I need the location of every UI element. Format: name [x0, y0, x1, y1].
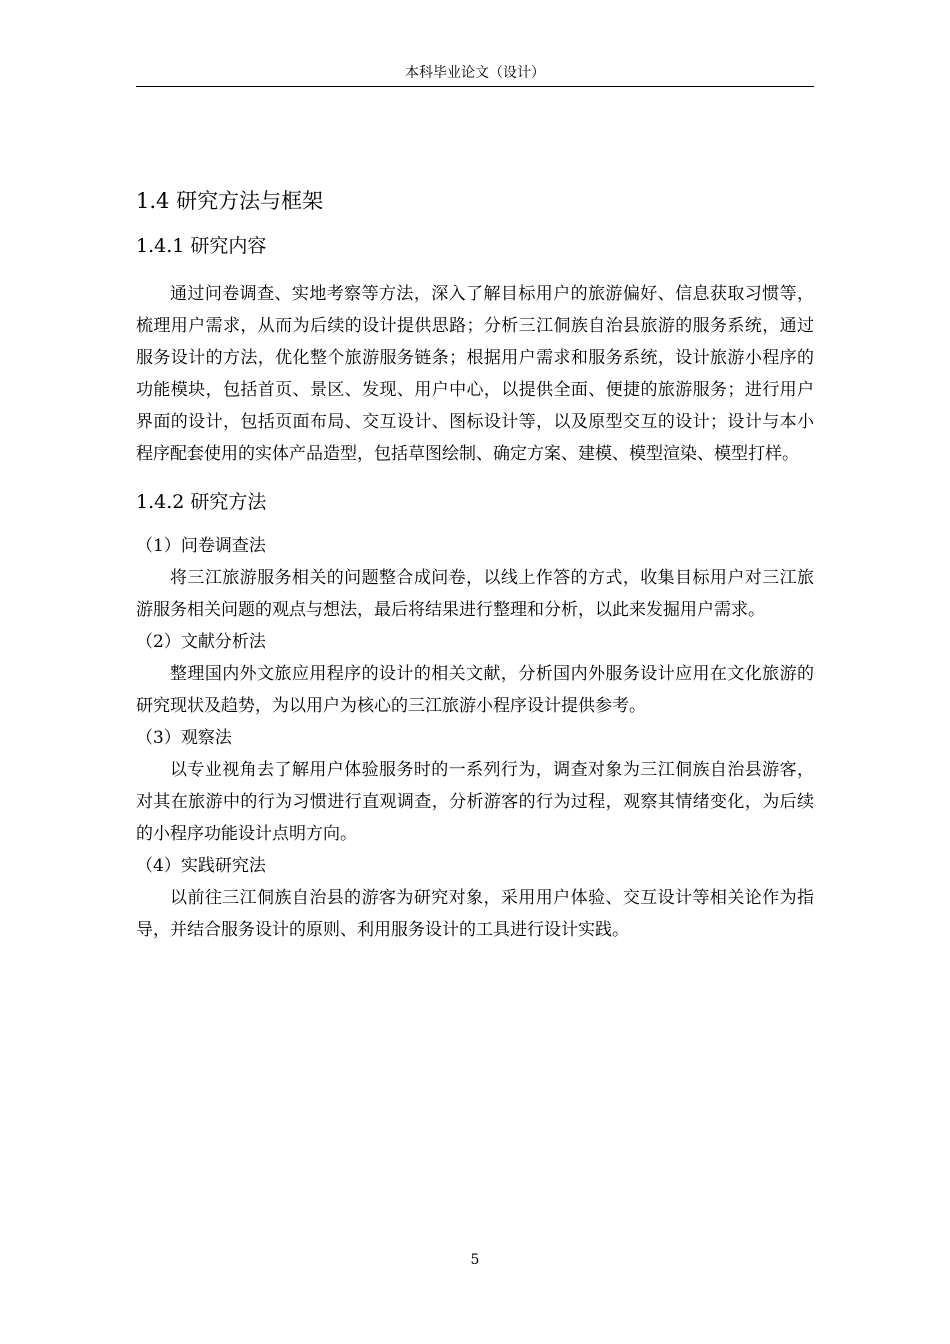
subsection-title-content: 1.4.1 研究内容 — [136, 235, 267, 257]
page-number: 5 — [470, 1252, 480, 1268]
subsection-title-methods: 1.4.2 研究方法 — [136, 491, 267, 513]
section-title: 1.4 研究方法与框架 — [136, 189, 324, 213]
method-text: 将三江旅游服务相关的问题整合成问卷，以线上作答的方式，收集目标用户对三江旅游服务相关问题的观点与想法，最后将结果进行整理和分析，以此来发掘用户需求。 — [136, 568, 814, 620]
method-label: （1）问卷调查法 — [136, 536, 266, 556]
page-header: 本科毕业论文（设计） — [405, 65, 545, 81]
research-content-paragraph: 通过问卷调查、实地考察等方法，深入了解目标用户的旅游偏好、信息获取习惯等，梳理用户需求，从而为后续的设计提供思路；分析三江侗族自治县旅游的服务系统，通过服务设计的方法，优化整个旅游服务链条；根据用户需求和服务系统，设计旅游小程序的功能模块，包括首页、景区、发现、用户中心，以提供全面、便捷的旅游服务；进行用户界面的设计，包括页面布局、交互设计、图标设计等，以及原型交互的设计；设计与本小程序配套使用的实体产品造型，包括草图绘制、确定方案、建模、模型渲染、模型打样。 — [136, 284, 814, 464]
page-content — [136, 184, 814, 946]
method-label: （3）观察法 — [136, 728, 232, 748]
method-label: （4）实践研究法 — [136, 856, 266, 876]
method-text: 以前往三江侗族自治县的游客为研究对象，采用用户体验、交互设计等相关论作为指导，并结合服务设计的原则、利用服务设计的工具进行设计实践。 — [136, 888, 814, 940]
method-text: 以专业视角去了解用户体验服务时的一系列行为，调查对象为三江侗族自治县游客，对其在旅游中的行为习惯进行直观调查，分析游客的行为过程，观察其情绪变化，为后续的小程序功能设计点明方向。 — [136, 760, 814, 844]
header-rule — [136, 86, 814, 87]
method-text: 整理国内外文旅应用程序的设计的相关文献，分析国内外服务设计应用在文化旅游的研究现状及趋势，为以用户为核心的三江旅游小程序设计提供参考。 — [136, 664, 814, 716]
method-label: （2）文献分析法 — [136, 632, 266, 652]
